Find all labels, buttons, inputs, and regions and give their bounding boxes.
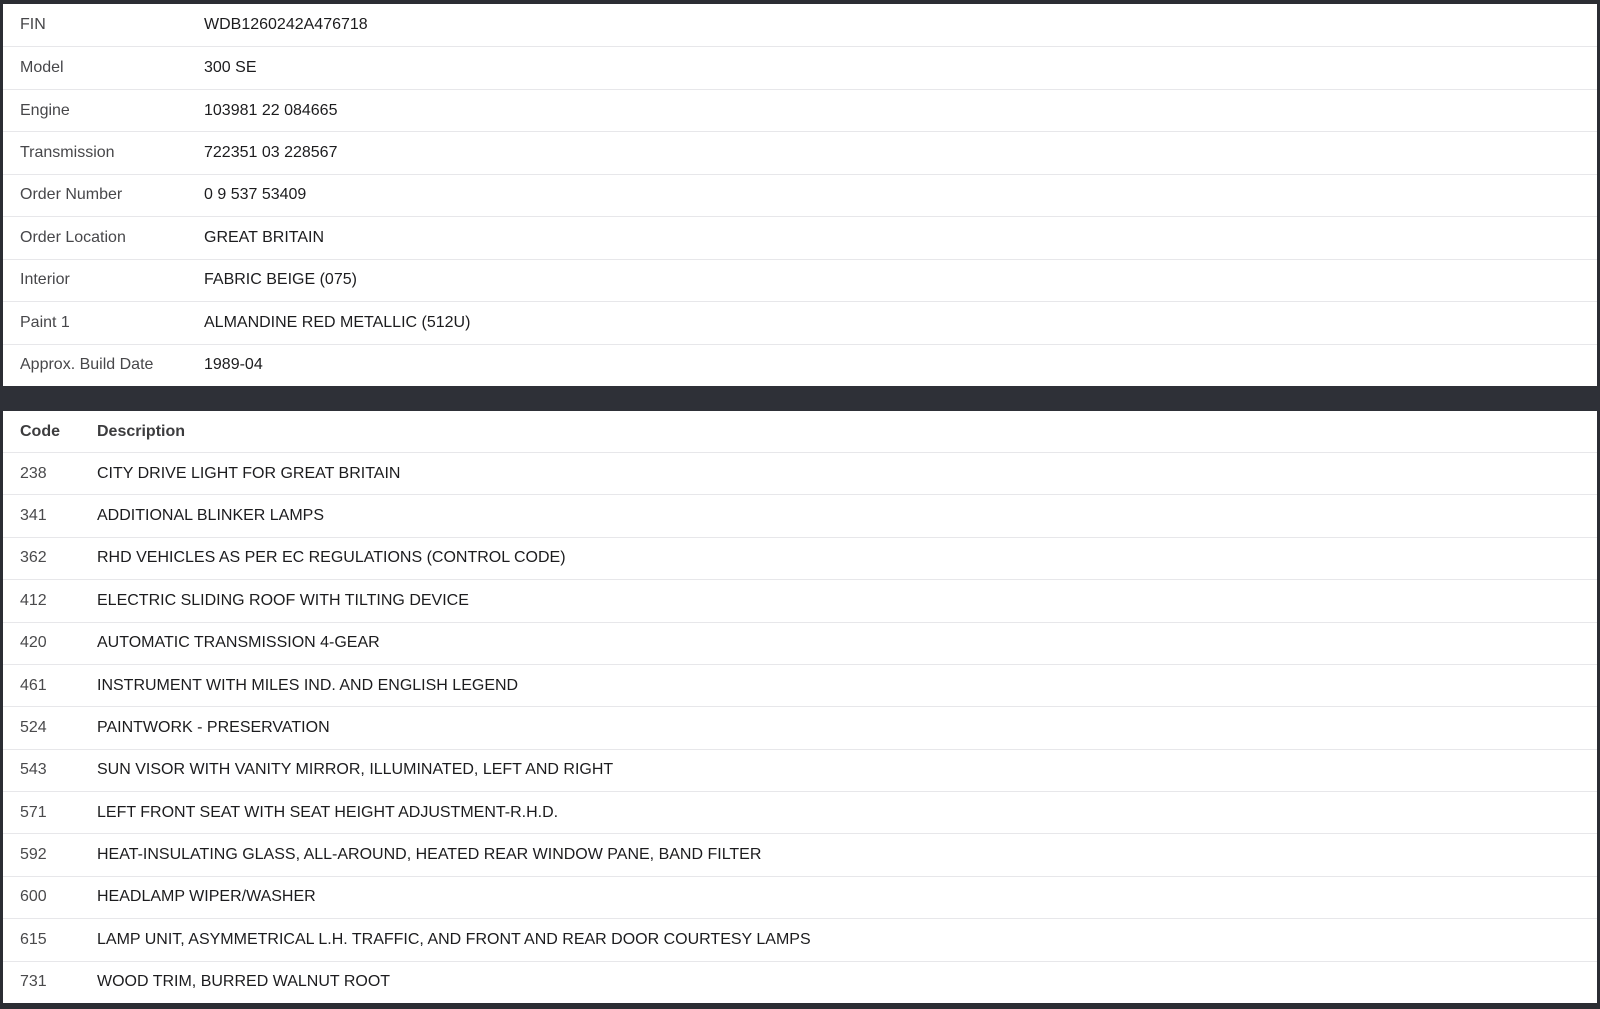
option-description: PAINTWORK - PRESERVATION bbox=[97, 718, 330, 736]
option-description: ELECTRIC SLIDING ROOF WITH TILTING DEVICE bbox=[97, 591, 469, 609]
option-description: ADDITIONAL BLINKER LAMPS bbox=[97, 507, 325, 525]
field-value: 300 SE bbox=[204, 59, 257, 77]
option-code-row bbox=[3, 876, 1597, 918]
field-label: Model bbox=[20, 59, 64, 77]
description-column-header: Description bbox=[97, 422, 186, 440]
vehicle-info-row bbox=[3, 89, 1597, 131]
option-code: 341 bbox=[20, 507, 47, 525]
option-description: INSTRUMENT WITH MILES IND. AND ENGLISH LEGEND bbox=[97, 676, 519, 694]
option-code: 362 bbox=[20, 549, 47, 567]
table-header-row bbox=[3, 411, 1597, 452]
option-codes-table bbox=[0, 411, 1600, 1009]
option-description: RHD VEHICLES AS PER EC REGULATIONS (CONTROL CODE) bbox=[97, 549, 566, 567]
vehicle-info-row bbox=[3, 259, 1597, 301]
field-label: Order Number bbox=[20, 186, 123, 204]
field-value: 1989-04 bbox=[204, 356, 263, 374]
field-value: GREAT BRITAIN bbox=[204, 228, 325, 246]
option-code-row bbox=[3, 706, 1597, 748]
field-label: Engine bbox=[20, 101, 70, 119]
option-code: 731 bbox=[20, 973, 47, 991]
option-description: HEADLAMP WIPER/WASHER bbox=[97, 888, 316, 906]
vehicle-info-row bbox=[3, 301, 1597, 343]
option-code-row bbox=[3, 664, 1597, 706]
vehicle-info-table bbox=[0, 0, 1600, 386]
code-column-header: Code bbox=[20, 422, 60, 440]
vehicle-info-row bbox=[3, 216, 1597, 258]
option-code: 238 bbox=[20, 464, 47, 482]
section-divider-band bbox=[0, 386, 1600, 411]
field-label: Interior bbox=[20, 271, 70, 289]
option-code: 461 bbox=[20, 676, 47, 694]
option-code: 615 bbox=[20, 930, 47, 948]
option-code: 543 bbox=[20, 761, 47, 779]
vehicle-info-row bbox=[3, 131, 1597, 173]
option-code: 600 bbox=[20, 888, 47, 906]
field-value: WDB1260242A476718 bbox=[204, 16, 368, 34]
option-code-row bbox=[3, 961, 1597, 1003]
option-code: 420 bbox=[20, 634, 47, 652]
field-value: FABRIC BEIGE (075) bbox=[204, 271, 357, 289]
field-value: 103981 22 084665 bbox=[204, 101, 338, 119]
vehicle-info-row bbox=[3, 174, 1597, 216]
option-description: HEAT-INSULATING GLASS, ALL-AROUND, HEATED REAR WINDOW PANE, BAND FILTER bbox=[97, 846, 762, 864]
option-code-row bbox=[3, 749, 1597, 791]
option-code-row bbox=[3, 579, 1597, 621]
option-code-row bbox=[3, 537, 1597, 579]
option-description: CITY DRIVE LIGHT FOR GREAT BRITAIN bbox=[97, 464, 401, 482]
option-description: WOOD TRIM, BURRED WALNUT ROOT bbox=[97, 973, 391, 991]
field-label: Transmission bbox=[20, 144, 115, 162]
vehicle-info-row bbox=[3, 46, 1597, 88]
vehicle-info-row bbox=[3, 4, 1597, 46]
option-code: 571 bbox=[20, 803, 47, 821]
vehicle-info-row bbox=[3, 344, 1597, 386]
option-code-row bbox=[3, 494, 1597, 536]
option-code-row bbox=[3, 918, 1597, 960]
option-description: LEFT FRONT SEAT WITH SEAT HEIGHT ADJUSTMENT-R.H.D. bbox=[97, 803, 559, 821]
field-value: ALMANDINE RED METALLIC (512U) bbox=[204, 313, 471, 331]
field-label: FIN bbox=[20, 16, 46, 34]
option-description: LAMP UNIT, ASYMMETRICAL L.H. TRAFFIC, AND FRONT AND REAR DOOR COURTESY LAMPS bbox=[97, 930, 811, 948]
option-code-row bbox=[3, 452, 1597, 494]
option-code-row bbox=[3, 833, 1597, 875]
field-value: 722351 03 228567 bbox=[204, 144, 338, 162]
option-description: SUN VISOR WITH VANITY MIRROR, ILLUMINATED, LEFT AND RIGHT bbox=[97, 761, 614, 779]
option-code: 524 bbox=[20, 718, 47, 736]
field-label: Approx. Build Date bbox=[20, 356, 154, 374]
field-label: Paint 1 bbox=[20, 313, 70, 331]
option-code: 412 bbox=[20, 591, 47, 609]
option-code-row bbox=[3, 791, 1597, 833]
field-value: 0 9 537 53409 bbox=[204, 186, 307, 204]
option-code: 592 bbox=[20, 846, 47, 864]
field-label: Order Location bbox=[20, 228, 126, 246]
option-code-row bbox=[3, 622, 1597, 664]
option-description: AUTOMATIC TRANSMISSION 4-GEAR bbox=[97, 634, 380, 652]
